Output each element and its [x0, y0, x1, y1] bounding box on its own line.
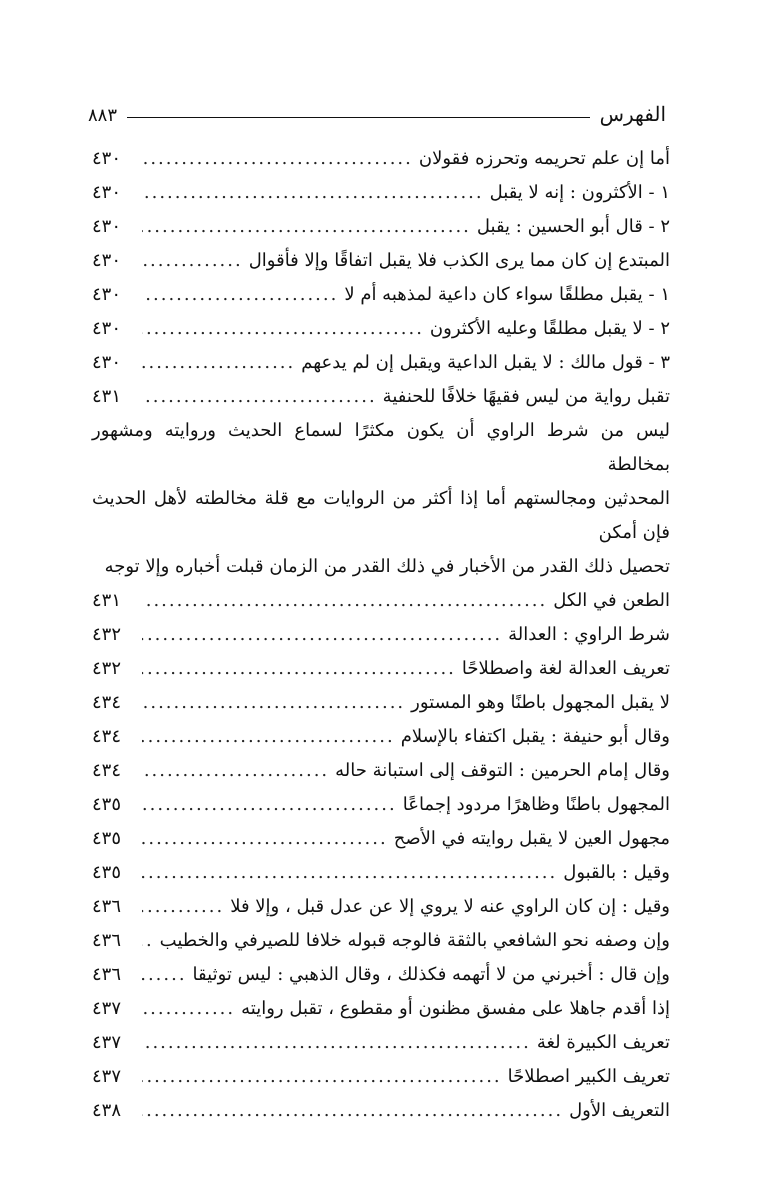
index-entry [92, 992, 670, 1026]
index-entry [92, 380, 670, 414]
entry-text: وإن قال : أخبرني من لا أتهمه فكذلك ، وقال الذهبي : ليس توثيقا [192, 964, 670, 985]
leader-dots [142, 754, 329, 788]
leader-dots [142, 890, 224, 924]
entry-text: التعريف الأول [569, 1100, 670, 1121]
paragraph-line: تحصيل ذلك القدر من الأخبار في ذلك القدر من الزمان قبلت أخباره وإلا توجه [104, 556, 670, 577]
entry-page: ٤٣٦ [92, 930, 122, 951]
index-entry [92, 720, 670, 754]
entry-page: ٤٣٧ [92, 1066, 122, 1087]
leader-dots [142, 278, 338, 312]
entry-text: تعريف الكبيرة لغة [536, 1032, 670, 1053]
entry-text: وقيل : إن كان الراوي عنه لا يروي إلا عن عدل قبل ، وإلا فلا [230, 896, 670, 917]
entry-text: شرط الراوي : العدالة [508, 624, 670, 645]
entry-text: ٢ - لا يقبل مطلقًا وعليه الأكثرون [429, 318, 670, 339]
entry-text: المبتدع إن كان مما يرى الكذب فلا يقبل اتفاقًا وإلا فأقوال [248, 250, 670, 271]
leader-dots [142, 244, 243, 278]
entry-text: المجهول باطنًا وظاهرًا مردود إجماعًا [402, 794, 670, 815]
entry-text: تعريف الكبير اصطلاحًا [507, 1066, 670, 1087]
entry-text: وقال إمام الحرمين : التوقف إلى استبانة حاله [335, 760, 670, 781]
leader-dots [142, 1026, 531, 1060]
index-entry [92, 142, 670, 176]
entry-page: ٤٣٨ [92, 1100, 122, 1121]
index-paragraph [92, 414, 670, 618]
entry-page: ٤٣٠ [92, 318, 122, 339]
entry-page: ٤٣٥ [92, 794, 122, 815]
leader-dots [142, 346, 295, 380]
leader-dots [142, 720, 395, 754]
paragraph-line: المحدثين ومجالستهم أما إذا أكثر من الروايات مع قلة مخالطته لأهل الحديث فإن أمكن [92, 488, 670, 543]
index-entry [92, 1026, 670, 1060]
entry-text: ٣ - قول مالك : لا يقبل الداعية ويقبل إن لم يدعهم [301, 352, 670, 373]
entry-page: ٤٣٤ [92, 692, 122, 713]
entry-page: ٤٣٠ [92, 148, 122, 169]
leader-dots [142, 1060, 502, 1094]
index-entry [92, 1060, 670, 1094]
entry-text: تقبل رواية من ليس فقيهًا خلافًا للحنفية [382, 386, 670, 407]
index-entry [92, 176, 670, 210]
leader-dots [142, 822, 388, 856]
header-title: الفهرس [599, 102, 666, 126]
leader-dots [142, 992, 235, 1026]
index-entries-bottom [92, 618, 670, 1128]
leader-dots [142, 380, 377, 414]
leader-dots [142, 1094, 563, 1128]
entry-page: ٤٣٢ [92, 658, 122, 679]
entry-page: ٤٣٦ [92, 964, 122, 985]
index-entry [92, 278, 670, 312]
entry-text: ١ - يقبل مطلقًا سواء كان داعية لمذهبه أم لا [344, 284, 670, 305]
index-entry [92, 788, 670, 822]
entry-page: ٤٣٠ [92, 216, 122, 237]
leader-dots [142, 618, 502, 652]
entry-page: ٤٣٦ [92, 896, 122, 917]
running-header [88, 92, 666, 126]
entry-page: ٤٣٧ [92, 998, 122, 1019]
index-entries-top [92, 142, 670, 414]
entry-text: لا يقبل المجهول باطنًا وهو المستور [411, 692, 670, 713]
entry-page: ٤٣٠ [92, 352, 122, 373]
index-entry [92, 1094, 670, 1128]
entry-text: وإن وصفه نحو الشافعي بالثقة فالوجه قبوله خلافا للصيرفي والخطيب [159, 930, 670, 951]
leader-dots [142, 176, 484, 210]
entry-page: ٤٣١ [92, 386, 122, 407]
index-entry [92, 584, 670, 618]
entry-page: ٤٣٤ [92, 726, 122, 747]
index-entry [92, 890, 670, 924]
entry-page: ٤٣٧ [92, 1032, 122, 1053]
index-entry [92, 686, 670, 720]
index-entry [92, 822, 670, 856]
leader-dots [142, 142, 413, 176]
index-list [92, 142, 670, 1128]
index-entry [92, 346, 670, 380]
leader-dots [142, 312, 424, 346]
index-entry [92, 754, 670, 788]
leader-dots [142, 584, 547, 618]
entry-page: ٤٣٢ [92, 624, 122, 645]
index-entry [92, 958, 670, 992]
entry-text: أما إن علم تحريمه وتحرزه فقولان [418, 148, 670, 169]
entry-text: ٢ - قال أبو الحسين : يقبل [476, 216, 670, 237]
index-entry [92, 856, 670, 890]
index-entry [92, 210, 670, 244]
leader-dots [142, 856, 557, 890]
index-entry [92, 618, 670, 652]
entry-page: ٤٣٠ [92, 182, 122, 203]
entry-text: ١ - الأكثرون : إنه لا يقبل [489, 182, 670, 203]
index-entry [92, 924, 670, 958]
leader-dots [142, 686, 405, 720]
entry-page: ٤٣٥ [92, 828, 122, 849]
entry-text: وقيل : بالقبول [563, 862, 670, 883]
leader-dots [142, 924, 154, 958]
entry-page: ٤٣٥ [92, 862, 122, 883]
entry-text: وقال أبو حنيفة : يقبل اكتفاء بالإسلام [400, 726, 670, 747]
entry-text: الطعن في الكل [553, 590, 670, 611]
header-page-number: ٨٨٣ [88, 105, 118, 126]
leader-dots [142, 788, 397, 822]
entry-page: ٤٣٤ [92, 760, 122, 781]
header-rule [127, 117, 590, 118]
entry-text: مجهول العين لا يقبل روايته في الأصح [393, 828, 670, 849]
entry-text: إذا أقدم جاهلا على مفسق مظنون أو مقطوع ، تقبل روايته [241, 998, 670, 1019]
index-entry [92, 244, 670, 278]
leader-dots [142, 652, 456, 686]
entry-page: ٤٣١ [92, 590, 122, 611]
index-entry [92, 312, 670, 346]
paragraph-line: ليس من شرط الراوي أن يكون مكثرًا لسماع الحديث وروايته ومشهور بمخالطة [92, 420, 670, 475]
entry-text: تعريف العدالة لغة واصطلاحًا [461, 658, 670, 679]
index-entry [92, 652, 670, 686]
leader-dots [142, 958, 187, 992]
leader-dots [142, 210, 471, 244]
entry-page: ٤٣٠ [92, 250, 122, 271]
entry-page: ٤٣٠ [92, 284, 122, 305]
